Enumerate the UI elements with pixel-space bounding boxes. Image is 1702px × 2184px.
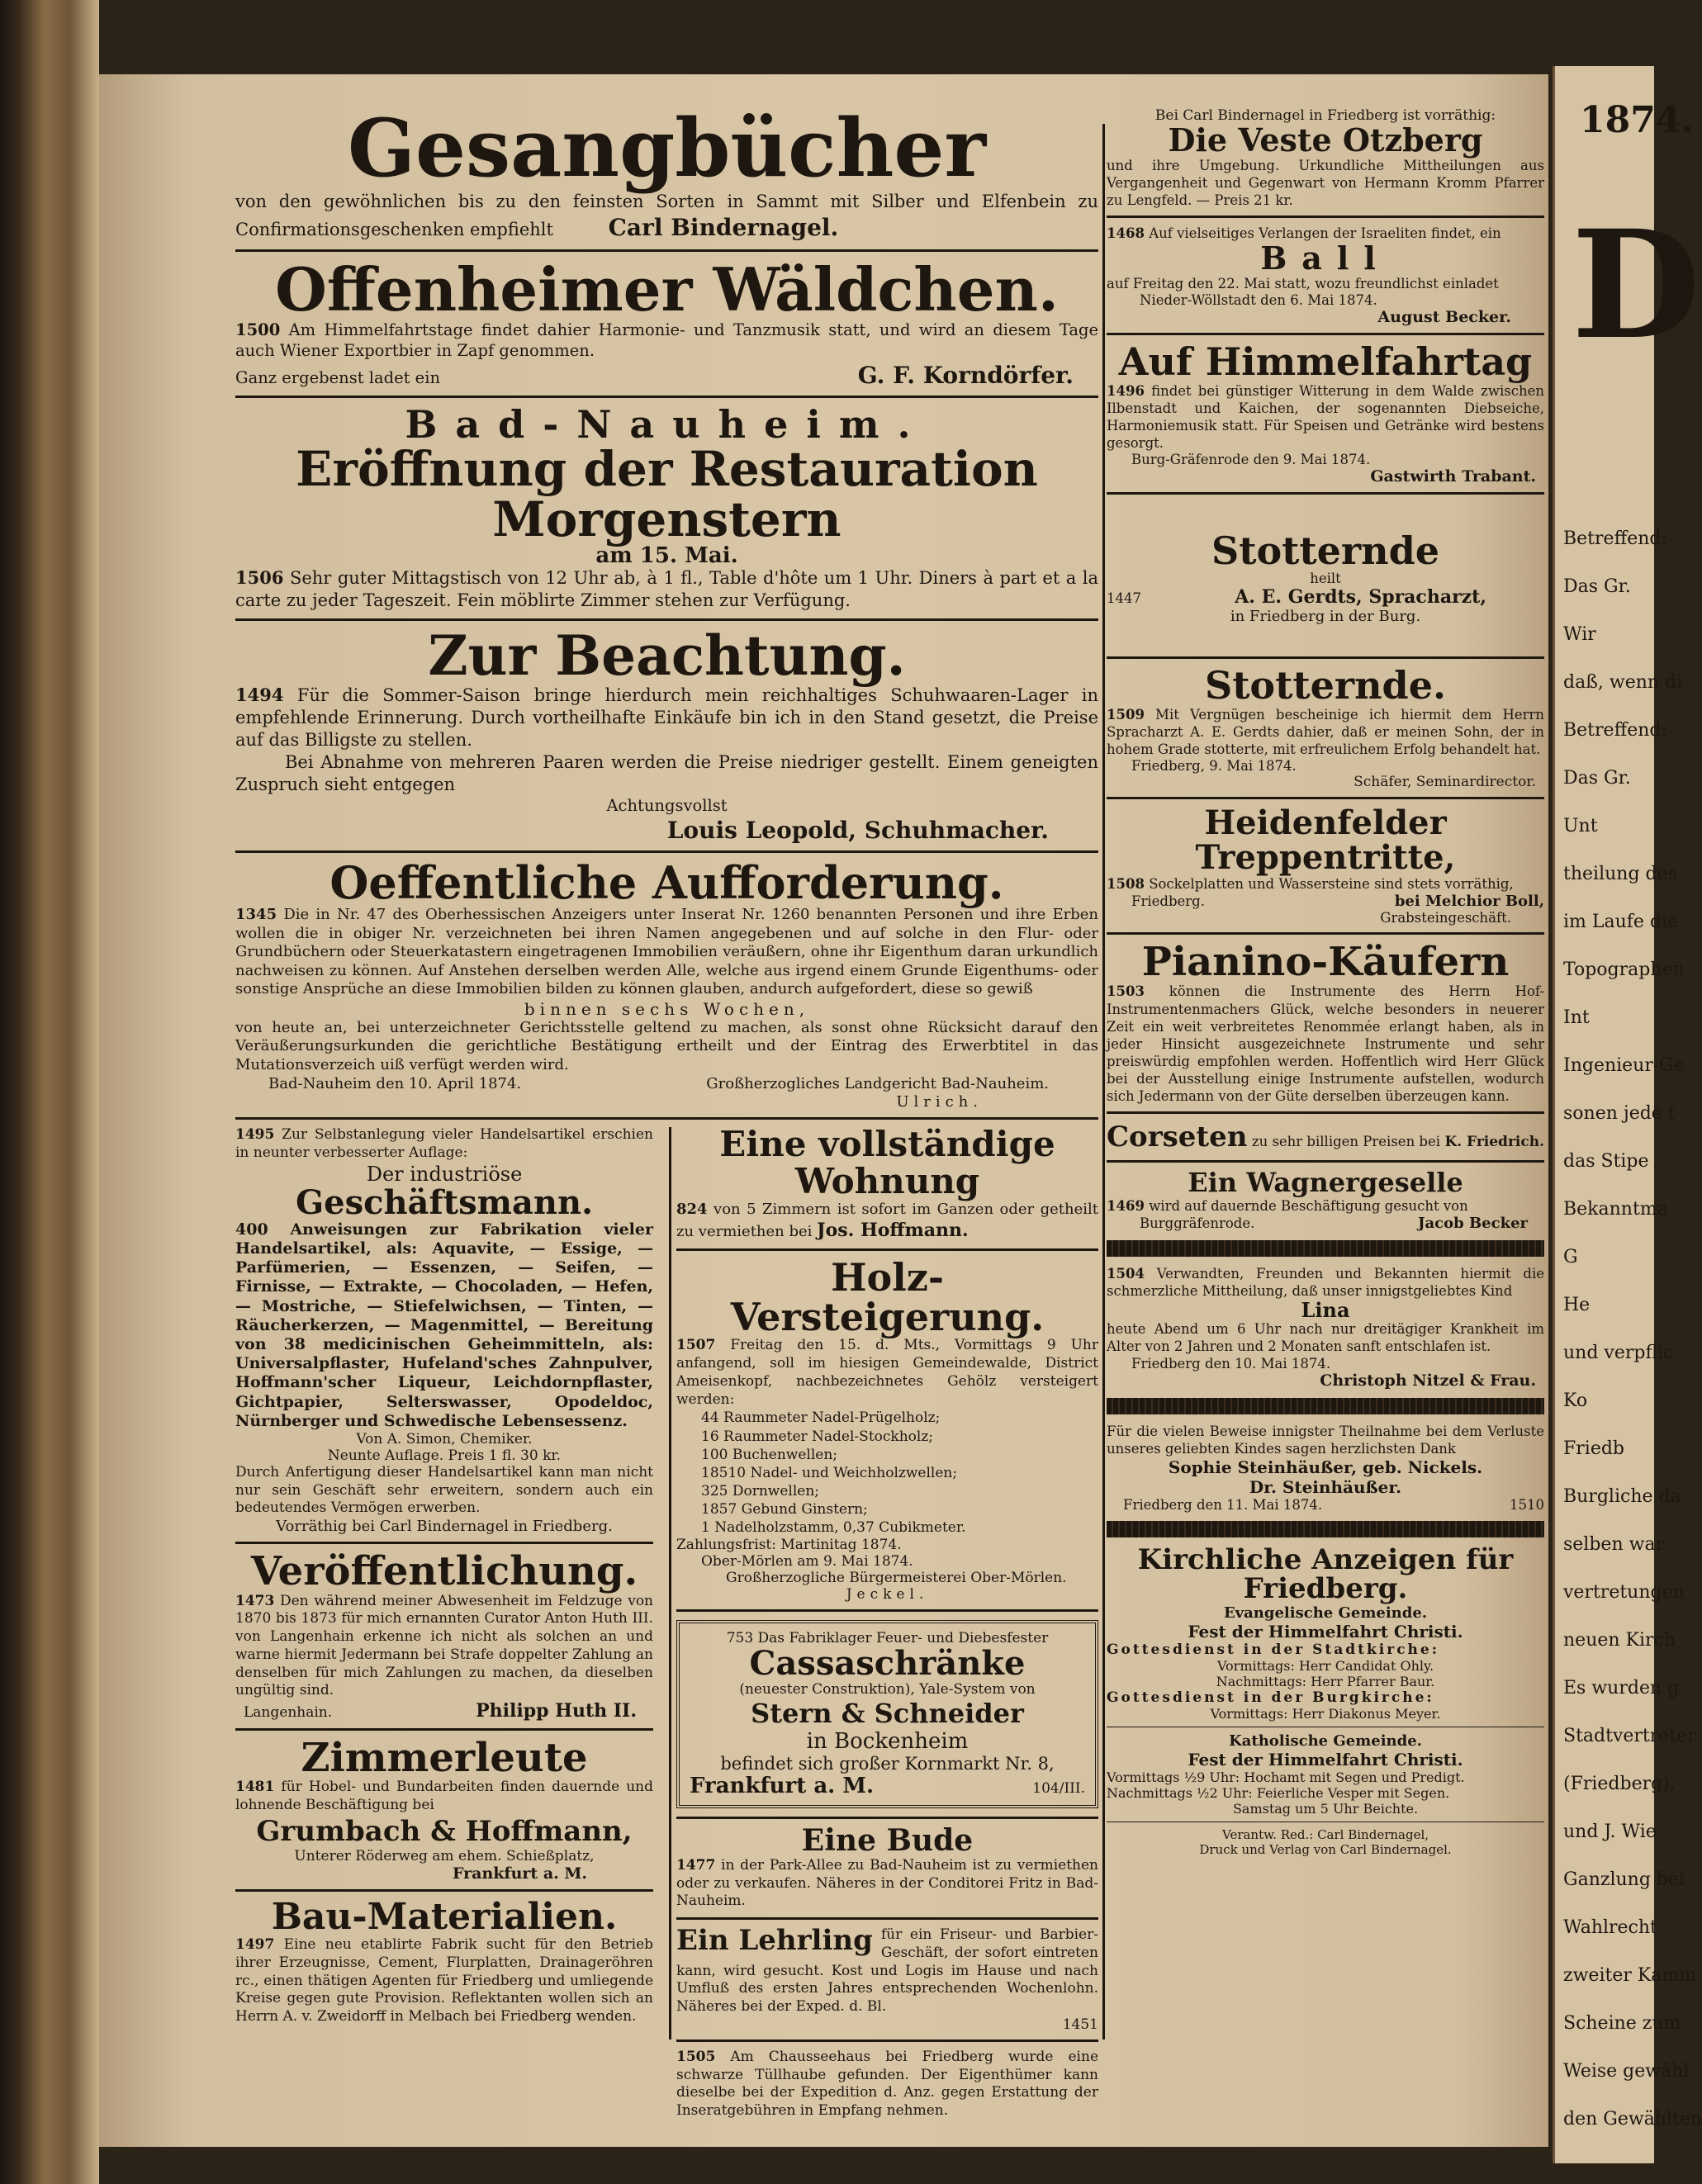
ad-text: 1508 Sockelplatten und Wassersteine sind stets vorräthig, [1107,875,1514,892]
ad-stotternde-2 [1107,663,1545,790]
next-page-year: 1874. [1580,99,1694,141]
ad-text: 1509 Mit Vergnügen bescheinige ich hiermit dem Herrn Spracharzt A. E. Gerdts dahier, daß er meinen Sohn, der in hohem Grade stotterte, mit erfreulichem Erfolg behandelt hat. [1107,706,1545,757]
ad-author: Von A. Simon, Chemiker. [356,1430,533,1447]
ad-where: in Friedberg in der Burg. [1230,608,1421,626]
ad-text: 1505 Am Chausseehaus bei Friedberg wurde eine schwarze Tüllhaube gefunden. Der Eigenthümer kann dieselbe bei der Expedition d. Anz. gegen Erstattung der Inseratgebühren in Empfang nehmen. [676,2048,1099,2120]
next-page-fragment: selben war [1563,1534,1665,1555]
ad-stotternde-1 [1107,528,1544,626]
ad-place-date: Ober-Mörlen am 9. Mai 1874. [701,1553,913,1570]
next-page-fragment: Das Gr. [1563,576,1631,597]
ad-text2: Durch Anfertigung dieser Handelsartikel kann man nicht nur sein Geschäft sehr erweitern, sondern auch ein bedeutendes Vermögen erwerben. [235,1463,653,1517]
ad-kirchliche-anzeigen [1107,1542,1544,1817]
ad-deadline: binnen sechs Wochen, [524,998,810,1019]
ad-authority: Großherzogliche Bürgermeisterei Ober-Mörlen. [726,1570,1067,1587]
rule [235,618,1098,621]
column-divider [1102,124,1105,2040]
auction-item: 16 Raummeter Nadel-Stockholz; [701,1428,934,1445]
rule [676,1917,1098,1920]
rule [1107,216,1544,218]
ad-text: von den gewöhnlichen bis zu den feinsten Sorten in Sammt mit Silber und Elfenbein zu Confirmationsgeschenken empfiehlt Carl Bindernagel. [235,191,1098,241]
ad-text: 1507 Freitag den 15. d. Mts., Vormittags 9 Uhr anfangend, soll im hiesigen Gemeindewalde, District Ameisenkopf, nachbezeichnetes Gehölz versteigert werden: [676,1337,1099,1408]
ad-text: 824 von 5 Zimmern ist sofort im Ganzen oder getheilt zu vermiethen bei Jos. Hoffmann. [676,1200,1098,1241]
auction-item: 1 Nadelholzstamm, 0,37 Cubikmeter. [701,1519,966,1536]
next-page-fragment: neuen Kirch [1563,1630,1676,1651]
church-fest1: Fest der Himmelfahrt Christi. [1188,1622,1463,1642]
rule [676,2040,1098,2042]
ad-text: und ihre Umgebung. Urkundliche Mittheilungen aus Vergangenheit und Gegenwart von Hermann Kromm Pfarrer zu Lengfeld. — Preis 21 kr. [1107,157,1544,209]
church-kath-nm: Nachmittags ½2 Uhr: Feierliche Vesper mit Segen. [1107,1785,1450,1802]
ad-ball [1107,225,1544,326]
ad-place-date: Nieder-Wöllstadt den 6. Mai 1874. [1140,292,1377,309]
ad-name-row: 1447 A. E. Gerdts, Spracharzt, [1107,586,1486,609]
ad-addr: befindet sich großer Kornmarkt Nr. 8, [720,1754,1055,1774]
church-fest2: Fest der Himmelfahrt Christi. [1188,1750,1463,1770]
ad-edition: Neunte Auflage. Preis 1 fl. 30 kr. [327,1447,562,1464]
ad-text: 1345 Die in Nr. 47 des Oberhessischen Anzeigers unter Inserat Nr. 1260 benannten Personen und ihre Erben wollen die in obiger Nr. verzeichneten bei ihren Namen angegebenen und auf solche in den Flur- oder Grundbüchern oder Steuerkatastern eingetragenen Immobilien veräußern, ohne ihr Eigenthum daran urkundlich nachweisen zu können. Auf Anstehen derselben werden Alle, welche aus irgend einem Grunde Eigenthums- oder sonstige Ansprüche an diese Immobilien bilden zu können glauben, andurch aufgefordert, diese so gewiß [235,906,1098,998]
ad-place-date: Burg-Gräfenrode den 9. Mai 1874. [1131,452,1371,468]
next-page-fragment: Topographen [1563,959,1685,980]
next-page-fragment: Wir [1563,624,1596,645]
next-page-fragment: He [1563,1295,1591,1315]
rule [235,396,1098,398]
ad-text: 1500 Am Himmelfahrtstage findet dahier Harmonie- und Tanzmusik statt, und wird an diesem Tage auch Wiener Exportbier in Zapf genommen. [235,320,1098,361]
ad-date: am 15. Mai. [595,543,738,569]
mourning-rule [1107,1398,1544,1414]
next-page-fragment: Ko [1563,1390,1588,1411]
ad-lehrling [676,1926,1098,2033]
next-page-fragment: Unt [1563,816,1598,836]
ad-place-date: Friedberg, 9. Mai 1874. [1131,757,1297,774]
ad-text: 1468 Auf vielseitiges Verlangen der Israeliten findet, ein [1107,225,1501,242]
next-page-fragment: den Gewählten [1563,2109,1702,2130]
next-page-initial: D [1572,198,1701,372]
next-page-fragment: (Friedberg), [1563,1774,1676,1794]
rule [1107,656,1544,659]
ad-title: Offenheimer Wäldchen. [275,253,1059,325]
ad-title: Eine Bude [801,1823,974,1859]
ad-stock: Vorräthig bei Carl Bindernagel in Friedberg. [276,1518,613,1536]
sub-column-left [235,1126,665,2120]
rule [676,1817,1098,1819]
auction-item: 18510 Nadel- und Weichholzwellen; [701,1464,958,1481]
ad-town: in Bockenheim [806,1729,969,1755]
ad-text: 1469 wird auf dauernde Beschäftigung gesucht von [1107,1197,1468,1214]
ad-signer: August Becker. [1377,308,1511,327]
next-page-fragment: G [1563,1247,1578,1267]
ad-title: Kirchliche Anzeigen für Friedberg. [1137,1542,1514,1606]
ad-firm: Stern & Schneider [751,1698,1024,1730]
ad-addr: Unterer Röderweg am ehem. Schießplatz, [294,1847,595,1864]
next-page-fragment: Int [1563,1007,1590,1028]
ad-tuellhaube [676,2049,1098,2120]
ad-danksagung [1107,1423,1544,1513]
church-evang: Evangelische Gemeinde. [1223,1604,1428,1623]
ad-name: Lina [1301,1298,1350,1323]
impressum [1107,1827,1544,1857]
ad-gesangbuecher [235,102,1098,243]
ad-city-row: Frankfurt a. M. 104/III. [690,1774,1085,1799]
ad-name2: Dr. Steinhäußer. [1249,1476,1402,1497]
next-page-fragment: Friedb [1563,1438,1625,1459]
rule [235,1728,653,1731]
ad-heilt: heilt [1310,571,1341,587]
ad-title: Oeffentliche Aufforderung. [329,855,1004,909]
church-stadt: Gottesdienst in der Stadtkirche: [1107,1642,1440,1659]
ad-treppentritte [1107,803,1544,926]
ad-text: 1506 Sehr guter Mittagstisch von 12 Uhr ab, à 1 fl., Table d'hôte um 1 Uhr. Diners à part et a la carte zu jeder Tageszeit. Fein möblirte Zimmer stehen zur Verfügung. [235,567,1098,611]
ad-zimmerleute [235,1737,653,1883]
ad-title: Cassaschränke [749,1644,1026,1684]
next-page-fragment: Burgliche da [1563,1486,1681,1507]
ad-firm: Grumbach & Hoffmann, [256,1814,633,1848]
next-page-fragment: Betreffend: [1563,720,1667,741]
ad-city: Frankfurt a. M. [452,1864,587,1883]
next-page-fragment: Es wurden g [1563,1678,1680,1698]
rule [1107,333,1544,335]
ad-regards: Achtungsvollst [606,795,728,815]
ad-footer: Friedberg. bei Melchior Boll, [1131,893,1544,911]
next-page-fragment: und J. Wie [1563,1822,1657,1842]
next-page-edge [1553,66,1702,2163]
ad-aufforderung [235,855,1098,1111]
ad-name1: Sophie Steinhäußer, geb. Nickels. [1168,1457,1483,1477]
ad-corseten: Corseten zu sehr billigen Preisen bei K. Friedrich. [1107,1120,1544,1154]
rule [235,850,1098,853]
ad-text: 400 Anweisungen zur Fabrikation vieler Handelsartikel, als: Aquavite, — Essige, — Parfümerien, — Essenzen, — Seifen, — Firnisse, — Extrakte, — Chocoladen, — Hefen, — Mostriche, — Stiefelwichsen, — Tinten, — Räucherkerzen, — Magenmittel, — Bereitung von 38 medicinischen Geheimmitteln, als: Universalpflaster, Hufeland'sches Zahnpulver, Hoffmann'scher Liqueur, Leichdornpflaster, Gichtpapier, Selterswasser, Opodeldoc, Nürnberger und Schwedische Lebensessenz. [235,1220,653,1430]
ad-text: 1503 können die Instrumente des Herrn Hof-Instrumentenmachers Glück, welche besonders in neuerer Zeit ein weit verbreitetes Renommée erlangt haben, als in jeder Hinsicht ausgezeichnete Instrumente und sehr preiswürdig empfohlen werden. Hoffentlich wird Herr Glück bei der Ausstellung einige Instrumente aufstellen, wodurch sich Jedermann von der Güte derselben überzeugen kann. [1107,983,1544,1105]
ad-title: Ein Wagnergeselle [1188,1167,1463,1199]
next-page-fragment: daß, wenn di [1563,672,1683,693]
auction-item: 1857 Gebund Ginstern; [701,1500,868,1518]
ad-title: Eine vollständige Wohnung [719,1124,1055,1201]
rule [676,1248,1098,1251]
ad-signer: Schäfer, Seminardirector. [1354,773,1536,790]
next-page-fragment: vertretungen [1563,1582,1685,1603]
ad-title: Stotternde. [1204,663,1447,708]
ad-title: Pianino-Käufern [1141,939,1510,986]
rule [1107,932,1544,935]
ad-text: Für die vielen Beweise innigster Theilnahme bei dem Verluste unseres geliebten Kindes sagen herzlichsten Dank [1107,1423,1544,1457]
next-page-fragment: sonen jede t [1563,1103,1676,1124]
next-page-fragment: Bekanntma [1563,1199,1668,1220]
rule [235,1889,653,1892]
ad-title: Zur Beachtung. [428,623,906,689]
church-kath: Katholische Gemeinde. [1229,1732,1422,1751]
ad-text: 1496 findet bei günstiger Witterung in dem Walde zwischen Ilbenstadt und Kaichen, der sogenannten Diebseiche, Harmoniemusik statt. Für Speisen und Getränke wird bestens gesorgt. [1107,382,1544,451]
ad-footer: Ganz ergebenst ladet ein G. F. Korndörfer. [235,362,1074,389]
ad-footer: Burggräfenrode. Jacob Becker [1140,1214,1528,1232]
ad-text2: heute Abend um 6 Uhr nach nur dreitägiger Krankheit im Alter von 2 Jahren und 2 Monaten sanft entschlafen ist. [1107,1321,1544,1355]
ad-pay: Zahlungsfrist: Martinitag 1874. [676,1537,902,1554]
ad-place: Bad-Nauheim. [405,402,929,447]
next-page-fragment: das Stipe [1563,1151,1649,1172]
ad-signer: Ulrich. [896,1093,983,1111]
next-page-fragment: Wahlrecht [1563,1917,1657,1938]
impressum-line2: Druck und Verlag von Carl Bindernagel. [1199,1842,1452,1858]
ad-title: Heidenfelder Treppentritte, [1195,803,1456,877]
church-stadt-vm: Vormittags: Herr Candidat Ohly. [1216,1658,1434,1675]
church-burg: Gottesdienst in der Burgkirche: [1107,1689,1434,1707]
lower-left-columns [235,1126,1098,2120]
church-burg-vm: Vormittags: Herr Diakonus Meyer. [1210,1706,1441,1722]
ad-title: Bau-Materialien. [271,1895,618,1938]
ad-zur-beachtung [235,623,1098,844]
ad-holz [676,1254,1099,1604]
ad-intro: 1495 Zur Selbstanlegung vieler Handelsartikel erschien in neunter verbesserter Auflage: [235,1126,653,1162]
ad-title: Veröffentlichung. [250,1548,638,1595]
ad-title: Geschäftsmann. [295,1182,594,1222]
ad-wohnung [676,1126,1098,1241]
ad-intro: 753 Das Fabriklager Feuer- und Diebesfester [726,1630,1049,1647]
ad-cassaschraenke [676,1620,1098,1808]
ad-text: 1504 Verwandten, Freunden und Bekannten hiermit die schmerzliche Mittheilung, daß unser innigstgeliebtes Kind [1107,1265,1544,1300]
next-page-fragment: im Laufe die [1563,912,1679,932]
church-kath-vm: Vormittags ½9 Uhr: Hochamt mit Segen und Predigt. [1107,1769,1465,1786]
ad-text2: von heute an, bei unterzeichneter Gerichtsstelle geltend zu machen, als sonst ohne Rücksicht darauf den Veräußerungsurkunden die gerichtliche Bestätigung ertheilt und der Eintrag des Erwerbtitel in das Mutationsverzeich uiß verfügt werden wird. [235,1018,1098,1073]
auction-item: 100 Buchenwellen; [701,1446,837,1463]
ad-title: Auf Himmelfahrtag [1118,339,1533,385]
ad-title: Holz-Versteigerung. [730,1254,1045,1340]
rule [1107,797,1544,799]
mourning-rule [1107,1240,1544,1257]
ad-bad-nauheim [235,402,1098,612]
ad-text2: Bei Abnahme von mehreren Paaren werden die Preise niedriger gestellt. Einem geneigten Zuspruch sieht entgegen [235,752,1098,794]
next-page-fragment: zweiter Kamm [1563,1965,1697,1986]
church-kath-sa: Samstag um 5 Uhr Beichte. [1232,1801,1419,1817]
ad-pre: Der industriöse [366,1162,523,1186]
rule [235,249,1098,252]
ad-signer: Louis Leopold, Schuhmacher. [666,816,1049,844]
ad-veroeffentlichung [235,1548,653,1722]
ad-title: Zimmerleute [301,1735,588,1781]
rule [235,1117,1098,1120]
rule [1107,1160,1544,1163]
ad-offenheimer [235,253,1098,390]
ad-title: Ball [1260,239,1391,277]
rule [1107,492,1544,495]
ad-signer: Christoph Nitzel & Frau. [1320,1371,1536,1390]
next-page-fragment: und verpflic [1563,1343,1674,1363]
ad-text: 1477 in der Park-Allee zu Bad-Nauheim ist zu vermiethen oder zu verkaufen. Näheres in der Conditorei Fritz in Bad-Nauheim. [676,1856,1098,1910]
rule [1107,1111,1544,1114]
ad-title: Die Veste Otzberg [1168,121,1483,159]
ad-title: Eröffnung der Restauration Morgenstern [296,441,1038,548]
next-page-fragment: theilung des [1563,864,1677,884]
ad-title: Stotternde [1211,528,1440,574]
ad-text: 1497 Eine neu etablirte Fabrik sucht für den Betrieb ihrer Erzeugnisse, Cement, Flurplatten, Drainageröhren rc., einen thätigen Agenten für Friedberg und umliegende Kreise gegen gute Provision. Reflektanten wollen sich an Herrn A. v. Zweidorff in Melbach bei Friedberg wenden. [235,1936,654,2025]
auction-item: 325 Dornwellen; [701,1482,820,1499]
next-page-fragment: Ganzlung bei [1563,1869,1685,1890]
ad-text: 1473 Den während meiner Abwesenheit im Feldzuge von 1870 bis 1873 für mich ernannten Curator Anton Huth III. von Langenhain erkenne ich nicht als solchen an und warne hiermit Jedermann bei Strafe doppelter Zahlung an denselben für mich Zahlungen zu machen, da dieselben ungültig sind. [235,1592,653,1699]
left-wide-column [235,102,1099,2120]
ad-text: 1481 für Hobel- und Bundarbeiten finden dauernde und lohnende Beschäftigung bei [235,1779,654,1814]
ad-place-date: Friedberg den 10. Mai 1874. [1131,1355,1331,1372]
rule [676,1609,1098,1612]
next-page-fragment: Das Gr. [1563,768,1631,789]
next-page-fragment: Weise gewähl [1563,2061,1690,2082]
church-stadt-nm: Nachmittags: Herr Pfarrer Baur. [1216,1674,1435,1690]
next-page-fragment: Scheine zum [1563,2013,1681,2034]
ad-footer: Friedberg den 11. Mai 1874. 1510 [1123,1496,1544,1513]
right-column [1107,107,1544,1857]
ad-system: (neuester Construktion), Yale-System von [739,1681,1036,1698]
ad-himmelfahrtag [1107,339,1544,486]
ad-footer: Langenhain. Philipp Huth II. [244,1700,637,1722]
ad-todesanzeige [1107,1265,1544,1390]
ad-intro: Bei Carl Bindernagel in Friedberg ist vorräthig: [1154,107,1496,124]
book-binding [0,0,99,2184]
auction-item: 44 Raummeter Nadel-Prügelholz; [701,1409,941,1427]
ad-title: Gesangbücher [347,102,987,195]
next-page-fragment: Betreffend: [1563,528,1667,549]
ad-num: 1451 [1062,2016,1098,2033]
ad-text: Ein Lehrling für ein Friseur- und Barbier-Geschäft, der sofort eintreten kann, wird gesucht. Kost und Logis im Hause und nach Umfluß des ersten Jahres entsprechenden Wochenlohn. Näheres bei der Exped. d. Bl. [676,1924,1098,2016]
ad-pianino [1107,941,1544,1105]
ad-items [676,1409,1098,1537]
ad-text: 1494 Für die Sommer-Saison bringe hierdurch mein reichhaltiges Schuhwaaren-Lager in empfehlende Erinnerung. Durch vortheilhafte Einkäufe bin ich in den Stand gesetzt, die Preise auf das Billigste zu stellen. [235,685,1098,751]
ad-signer: Gastwirth Trabant. [1370,467,1536,486]
sub-column-right [665,1126,1098,2120]
ad-baumaterialien [235,1895,654,2026]
ad-role: Grabsteingeschäft. [1380,910,1511,926]
ad-otzberg [1107,107,1544,209]
ad-footer: Bad-Nauheim den 10. April 1874. Großherzogliches Landgericht Bad-Nauheim. [268,1075,1049,1093]
ad-geschaeftsmann [235,1126,653,1535]
ad-wagnergeselle [1107,1169,1544,1232]
next-page-fragment: Ingenieur-Ge [1563,1055,1685,1076]
mourning-rule [1107,1521,1544,1537]
ad-bude [676,1823,1098,1911]
ad-text2: auf Freitag den 22. Mai statt, wozu freundlichst einladet [1107,276,1499,292]
impressum-line1: Verantw. Red.: Carl Bindernagel, [1221,1827,1429,1843]
next-page-fragment: Stadtvertreter [1563,1726,1696,1746]
rule [235,1542,653,1544]
ad-signer: Jeckel. [846,1586,929,1604]
